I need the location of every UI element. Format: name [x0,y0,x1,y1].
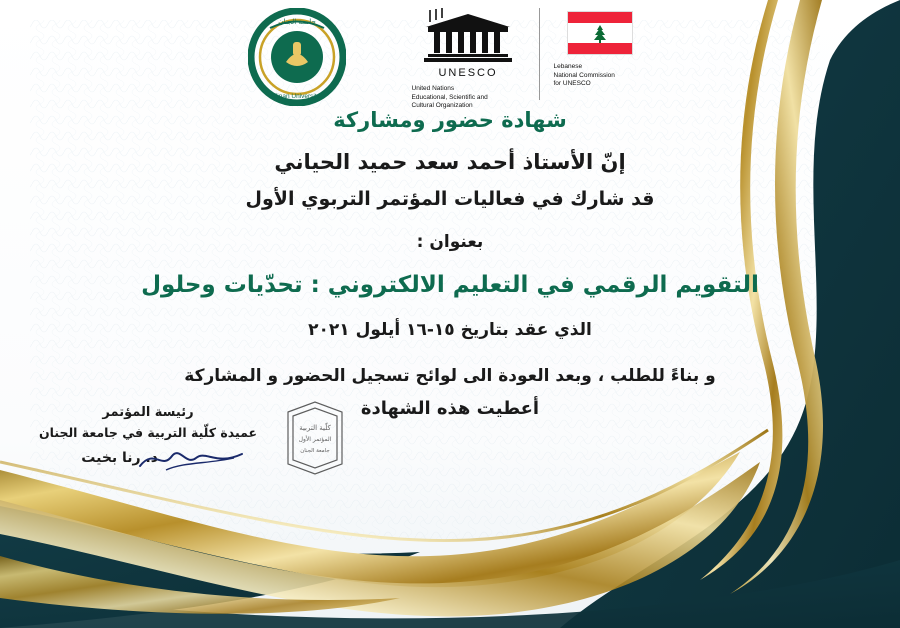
handwritten-signature [136,444,246,474]
svg-text:جامعة الجنان: جامعة الجنان [300,448,330,454]
logos-row [0,8,900,113]
svg-text:كلّية التربية: كلّية التربية [299,424,331,432]
lebanese-commission-block [548,8,653,89]
request-line: و بناءً للطلب ، وبعد العودة الى لوائح تسجيل الحضور و المشاركة [184,366,716,386]
signatory-role: رئيسة المؤتمر [102,405,194,420]
logo-divider [539,8,540,100]
signatory-department: عميدة كلّية التربية في جامعة الجنان [38,425,258,440]
conference-date-line: الذي عقد بتاريخ ١٥-١٦ أيلول ٢٠٢١ [308,320,592,340]
svg-text:Jinan University: Jinan University [273,93,320,100]
recipient-name-line: إنّ الأستاذ أحمد سعد حميد الحياني [274,150,626,174]
lebanese-flag-icon [567,11,633,55]
svg-text:جامعة الجنان: جامعة الجنان [277,18,316,26]
unesco-caption: United Nations Educational, Scientific and Cultural Organization [411,85,488,109]
lebanese-commission-caption: Lebanese National Commission for UNESCO [553,63,615,87]
conference-subject: التقويم الرقمي في التعليم الالكتروني : تحدّيات وحلول [141,272,759,298]
unesco-temple-icon [406,8,531,66]
certificate-body [0,108,900,419]
unesco-logo-block [406,8,653,111]
jinan-university-logo [248,8,346,106]
svg-text:المؤتمر الأول: المؤتمر الأول [298,436,332,443]
under-title-label: بعنوان : [416,232,484,252]
participation-line: قد شارك في فعاليات المؤتمر التربوي الأول [245,188,655,210]
given-line: أعطيت هذه الشهادة [360,398,540,419]
unesco-wordmark: UNESCO [438,67,498,79]
signatory-name: د. رنا بخيت [81,450,158,466]
certificate-title: شهادة حضور ومشاركة [333,108,567,132]
signature-block [18,405,278,474]
official-stamp [278,398,352,476]
